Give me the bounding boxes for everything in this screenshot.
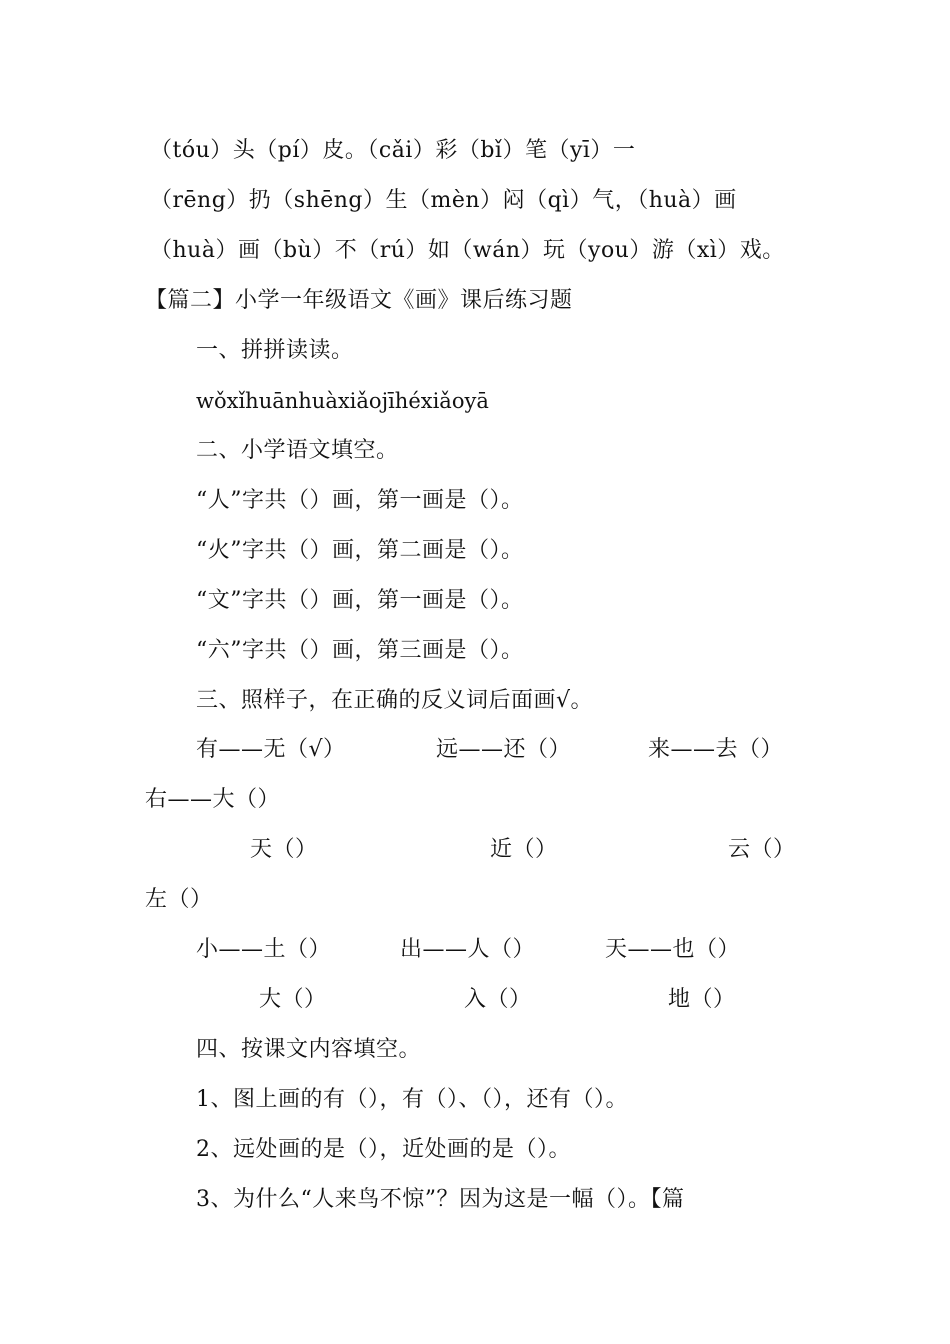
fill-blank-3: 3、为什么“人来鸟不惊”？因为这是一幅（）。【篇 — [196, 1187, 685, 1212]
antonym-pair-7: 天——也（） — [605, 937, 741, 962]
antonym-item-1: 天（） — [250, 837, 318, 862]
antonym-item-7: 地（） — [668, 987, 736, 1012]
antonym-item-5: 大（） — [259, 987, 327, 1012]
question-2-title: 二、小学语文填空。 — [196, 438, 399, 463]
stroke-question-3: “文”字共（）画，第一画是（）。 — [196, 588, 524, 613]
antonym-pair-2: 远——还（） — [436, 737, 572, 762]
question-4-title: 四、按课文内容填空。 — [196, 1037, 422, 1062]
question-1-pinyin: wǒxǐhuānhuàxiǎojīhéxiǎoyā — [196, 389, 489, 413]
antonym-pair-5: 小——土（） — [196, 937, 332, 962]
antonym-item-6: 入（） — [464, 987, 532, 1012]
pinyin-text-line-2: （rēng）扔（shēng）生（mèn）闷（qì）气，（huà）画 — [150, 188, 737, 213]
antonym-pair-1: 有——无（√） — [196, 737, 346, 762]
antonym-item-4: 左（） — [145, 887, 213, 912]
antonym-pair-3: 来——去（） — [648, 737, 784, 762]
fill-blank-1: 1、图上画的有（），有（）、（），还有（）。 — [196, 1087, 628, 1112]
question-1-title: 一、拼拼读读。 — [196, 338, 354, 363]
antonym-item-2: 近（） — [490, 837, 558, 862]
section-heading: 【篇二】小学一年级语文《画》课后练习题 — [145, 288, 573, 313]
stroke-question-2: “火”字共（）画，第二画是（）。 — [196, 538, 524, 563]
pinyin-text-line-3: （huà）画（bù）不（rú）如（wán）玩（you）游（xì）戏。 — [150, 238, 785, 263]
stroke-question-1: “人”字共（）画，第一画是（）。 — [196, 488, 524, 513]
antonym-item-3: 云（） — [728, 837, 796, 862]
stroke-question-4: “六”字共（）画，第三画是（）。 — [196, 638, 524, 663]
pinyin-text-line-1: （tóu）头（pí）皮。（cǎi）彩（bǐ）笔（yī）一 — [150, 138, 636, 163]
antonym-pair-4: 右——大（） — [145, 787, 281, 812]
antonym-pair-6: 出——人（） — [400, 937, 536, 962]
question-3-title: 三、照样子，在正确的反义词后面画√。 — [196, 688, 594, 713]
fill-blank-2: 2、远处画的是（），近处画的是（）。 — [196, 1137, 571, 1162]
